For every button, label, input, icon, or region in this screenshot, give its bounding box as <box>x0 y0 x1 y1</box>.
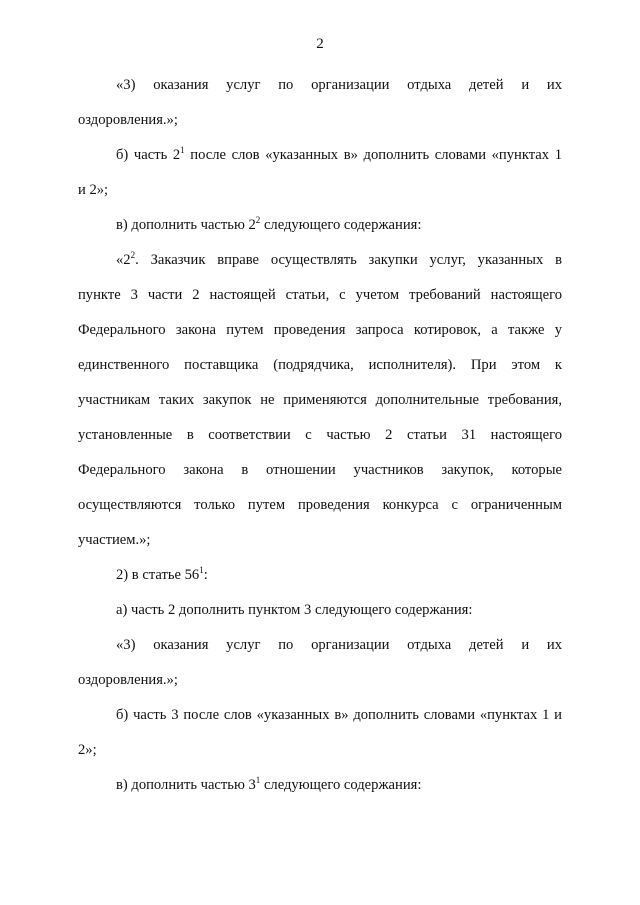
superscript: 2 <box>130 250 136 260</box>
text-line: «3) оказания услуг по организации отдыха детей и их <box>116 637 562 653</box>
text-line: оздоровления.»; <box>78 672 178 688</box>
text-line: единственного поставщика (подрядчика, исполнителя). При этом к <box>78 357 562 373</box>
text-line: установленные в соответствии с частью 2 статьи 31 настоящего <box>78 427 562 443</box>
text-line: а) часть 2 дополнить пунктом 3 следующего содержания: <box>116 602 473 618</box>
text-line: осуществляются только путем проведения конкурса с ограниченным <box>78 497 562 513</box>
text-line: оздоровления.»; <box>78 112 178 128</box>
text-line: участникам таких закупок не применяются дополнительные требования, <box>78 392 562 408</box>
text-fragment: «2 <box>116 252 131 268</box>
text-line <box>116 566 562 584</box>
text-line: пункте 3 части 2 настоящей статьи, с учетом требований настоящего <box>78 287 562 303</box>
superscript: 1 <box>199 565 204 575</box>
text-line: Федерального закона в отношении участников закупок, которые <box>78 462 562 478</box>
text-line: «3) оказания услуг по организации отдыха детей и их <box>116 77 562 93</box>
superscript: 2 <box>255 215 261 225</box>
text-fragment: в) дополнить частью 2 <box>116 217 256 233</box>
text-fragment: после слов «указанных в» дополнить словами «пунктах 1 <box>184 147 562 163</box>
superscript: 1 <box>180 145 185 155</box>
text-fragment: в) дополнить частью 3 <box>116 777 256 793</box>
text-fragment: : <box>203 567 208 583</box>
text-fragment: следующего содержания: <box>260 777 422 793</box>
text-line: участием.»; <box>78 532 151 548</box>
text-line: б) часть 3 после слов «указанных в» дополнить словами «пунктах 1 и <box>116 707 562 723</box>
text-fragment: . Заказчик вправе осуществлять закупки услуг, указанных в <box>135 252 562 268</box>
page-number: 2 <box>316 36 324 52</box>
text-line <box>116 216 562 234</box>
text-line: 2»; <box>78 742 97 758</box>
text-line <box>116 251 562 269</box>
text-fragment: следующего содержания: <box>260 217 422 233</box>
text-line <box>116 146 562 164</box>
text-fragment: 2) в статье 56 <box>116 567 200 583</box>
superscript: 1 <box>255 775 261 785</box>
text-line: и 2»; <box>78 182 109 198</box>
text-line: Федерального закона путем проведения запроса котировок, а также у <box>78 322 562 338</box>
text-fragment: б) часть 2 <box>116 147 181 163</box>
text-line <box>116 776 562 794</box>
